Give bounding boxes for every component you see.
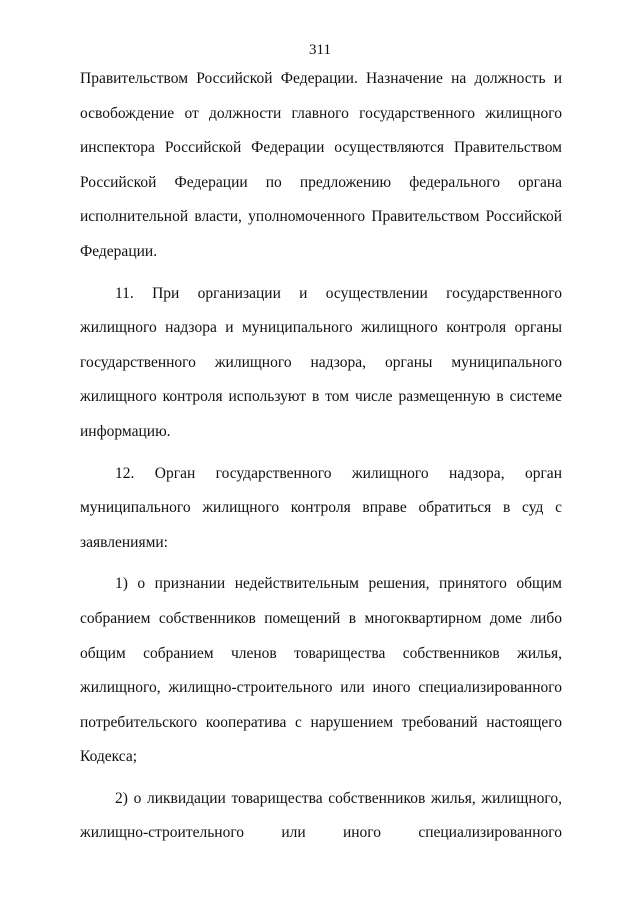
paragraph-item-11 — [80, 277, 562, 450]
text-line: общим собранием членов товарищества собственников жилья, — [80, 644, 562, 662]
text-line: жилищного надзора и муниципального жилищного контроля органы — [80, 319, 562, 337]
text-line: муниципального жилищного контроля вправе обратиться в суд с — [80, 499, 562, 517]
text-line: собранием собственников помещений в многоквартирном доме либо — [80, 609, 562, 627]
text-line: Российской Федерации по предложению федерального органа — [80, 173, 562, 191]
text-line: 11. При организации и осуществлении государственного — [115, 284, 562, 302]
page-number: 311 — [309, 42, 331, 58]
text-line: заявлениями: — [80, 533, 168, 551]
text-line: информацию. — [80, 422, 171, 440]
document-body — [80, 62, 562, 858]
text-line: Кодекса; — [80, 748, 138, 766]
paragraph-continued — [80, 62, 562, 270]
text-line: 12. Орган государственного жилищного надзора, орган — [115, 464, 562, 482]
text-line: потребительского кооператива с нарушением требований настоящего — [80, 713, 562, 731]
paragraph-item-12 — [80, 457, 562, 561]
text-line: инспектора Российской Федерации осуществляются Правительством — [80, 139, 562, 157]
paragraph-subitem-2 — [80, 782, 562, 851]
text-line: исполнительной власти, уполномоченного Правительством Российской — [80, 208, 562, 226]
text-line: 2) о ликвидации товарищества собственников жилья, жилищного, — [115, 789, 562, 807]
text-line: жилищно-строительного или иного специализированного — [80, 824, 562, 842]
text-line: Правительством Российской Федерации. Назначение на должность и — [80, 70, 562, 87]
text-line: Федерации. — [80, 242, 158, 260]
text-line: освобождение от должности главного государственного жилищного — [80, 104, 562, 122]
text-line: 1) о признании недействительным решения, принятого общим — [115, 575, 562, 593]
text-line: жилищного контроля используют в том числе размещенную в системе — [80, 388, 562, 406]
paragraph-subitem-1 — [80, 567, 562, 775]
text-line: жилищного, жилищно-строительного или иного специализированного — [80, 679, 562, 697]
text-line: государственного жилищного надзора, органы муниципального — [80, 353, 562, 371]
